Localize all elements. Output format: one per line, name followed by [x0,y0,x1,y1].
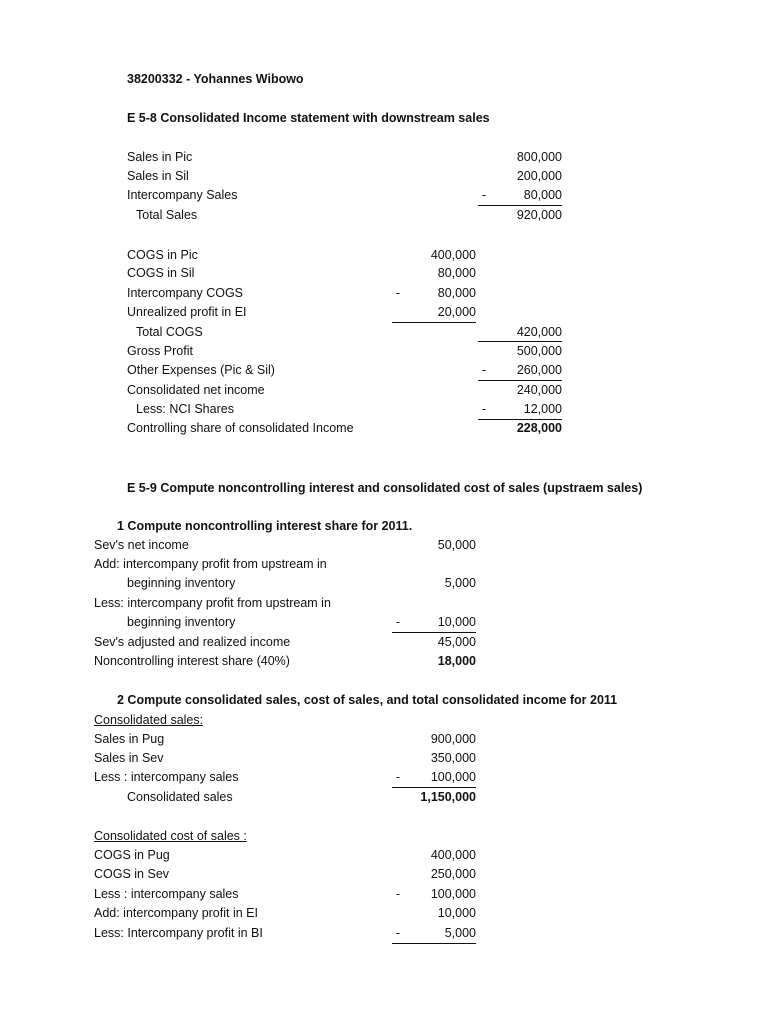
label-cogs-pic: COGS in Pic [127,248,198,262]
minus-sign: - [395,770,401,784]
label-consolidated-ni: Consolidated net income [127,383,265,397]
minus-sign: - [395,887,401,901]
underline-rule [392,943,476,944]
underline-rule [478,380,562,381]
minus-sign: - [395,615,401,629]
underline-rule [478,205,562,206]
value-less-upstream: 10,000 [437,615,476,629]
value-ic-sales: 80,000 [523,188,562,202]
label-ic-sales: Intercompany Sales [127,188,238,202]
label-nci-share: Noncontrolling interest share (40%) [94,654,290,668]
underline-rule [392,632,476,633]
label-gross-profit: Gross Profit [127,344,193,358]
value-consolidated-ni: 240,000 [516,383,562,397]
value-total-cogs: 420,000 [516,325,562,339]
value-ic-cogs: 80,000 [437,286,476,300]
value-cogs-sev: 250,000 [430,867,476,881]
label-controlling-share: Controlling share of consolidated Income [127,421,354,435]
label-unrealized: Unrealized profit in EI [127,305,247,319]
value-less-ic-bi: 5,000 [444,926,476,940]
label-add-ic-ei: Add: intercompany profit in EI [94,906,258,920]
minus-sign: - [481,363,487,377]
label-sales-pic: Sales in Pic [127,150,193,164]
value-add-ic-ei: 10,000 [437,906,476,920]
label-sales-sil: Sales in Sil [127,169,189,183]
label-other-expenses: Other Expenses (Pic & Sil) [127,363,275,377]
value-add-upstream: 5,000 [444,576,476,590]
label-cogs-pug: COGS in Pug [94,848,170,862]
label-less-ic-sales: Less : intercompany sales [94,770,239,784]
value-adjusted-income: 45,000 [437,635,476,649]
value-cogs-pic: 400,000 [430,248,476,262]
label-total-cogs: Total COGS [136,325,203,339]
value-consolidated-sales: 1,150,000 [420,790,476,804]
label-less-upstream: Less: intercompany profit from upstream in [94,596,331,610]
minus-sign: - [481,402,487,416]
minus-sign: - [395,286,401,300]
value-sales-pug: 900,000 [430,732,476,746]
label-beginning-inventory: beginning inventory [127,576,236,590]
label-nci-shares: Less: NCI Shares [136,402,234,416]
value-cogs-sil: 80,000 [437,266,476,280]
value-total-sales: 920,000 [516,208,562,222]
value-unrealized: 20,000 [437,305,476,319]
value-sev-ni: 50,000 [437,538,476,552]
value-sales-sil: 200,000 [516,169,562,183]
minus-sign: - [395,926,401,940]
minus-sign: - [481,188,487,202]
e58-title: E 5-8 Consolidated Income statement with downstream sales [127,111,490,125]
value-sales-sev: 350,000 [430,751,476,765]
label-sev-ni: Sev's net income [94,538,189,552]
value-nci-share: 18,000 [437,654,476,668]
value-nci-shares: 12,000 [523,402,562,416]
label-cogs-sil: COGS in Sil [127,266,195,280]
underline-rule [392,787,476,788]
underline-rule [392,322,476,323]
label-less-ic-bi: Less: Intercompany profit in BI [94,926,263,940]
label-total-sales: Total Sales [136,208,198,222]
value-less-ic-sales-cos: 100,000 [430,887,476,901]
value-gross-profit: 500,000 [516,344,562,358]
e59-title: E 5-9 Compute noncontrolling interest and consolidated cost of sales (upstraem sales) [127,481,643,495]
value-controlling-share: 228,000 [516,421,562,435]
e59-part2-title: 2 Compute consolidated sales, cost of sales, and total consolidated income for 2011 [117,693,618,707]
label-adjusted-income: Sev's adjusted and realized income [94,635,291,649]
consolidated-sales-heading: Consolidated sales: [94,713,204,727]
label-ic-cogs: Intercompany COGS [127,286,244,300]
value-cogs-pug: 400,000 [430,848,476,862]
value-sales-pic: 800,000 [516,150,562,164]
label-add-upstream: Add: intercompany profit from upstream in [94,557,327,571]
underline-rule [478,341,562,342]
author-line: 38200332 - Yohannes Wibowo [127,72,304,86]
label-sales-pug: Sales in Pug [94,732,165,746]
consolidated-cos-heading: Consolidated cost of sales : [94,829,247,843]
value-other-expenses: 260,000 [516,363,562,377]
e59-part1-title: 1 Compute noncontrolling interest share for 2011. [117,519,413,533]
label-cogs-sev: COGS in Sev [94,867,170,881]
label-consolidated-sales: Consolidated sales [127,790,233,804]
label-beginning-inventory: beginning inventory [127,615,236,629]
label-sales-sev: Sales in Sev [94,751,164,765]
label-less-ic-sales-cos: Less : intercompany sales [94,887,239,901]
value-less-ic-sales: 100,000 [430,770,476,784]
